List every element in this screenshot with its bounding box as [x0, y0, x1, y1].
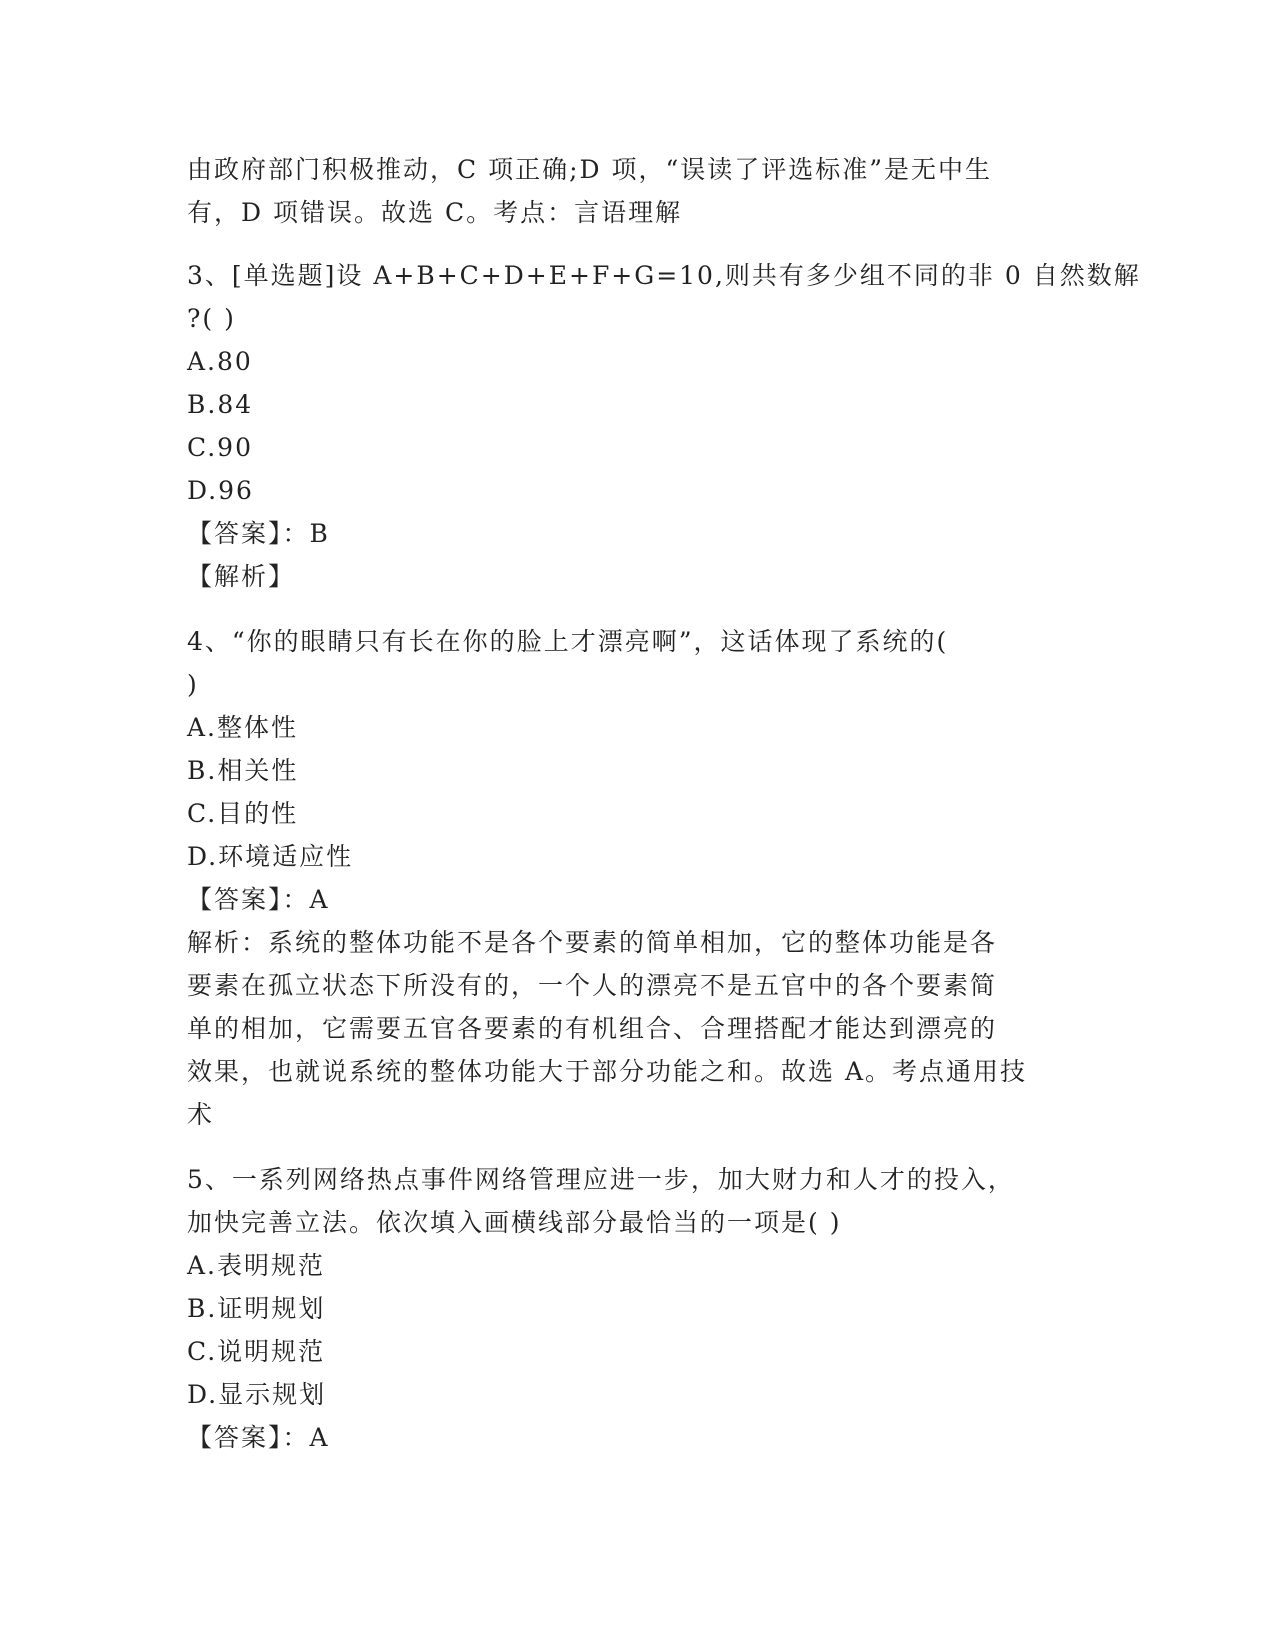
question-2-explanation-tail: [187, 148, 1087, 234]
answer-line: 【答案】：A: [187, 1423, 330, 1452]
question-stem-line: 加快完善立法。依次填入画横线部分最恰当的一项是( ): [187, 1208, 842, 1237]
analysis-line: 要素在孤立状态下所没有的，一个人的漂亮不是五官中的各个要素简: [187, 971, 998, 1000]
option-b: B.证明规划: [187, 1294, 326, 1323]
option-a: A.整体性: [187, 713, 299, 742]
answer-line: 【答案】：A: [187, 885, 330, 914]
analysis-line: 效果，也就说系统的整体功能大于部分功能之和。故选 A。考点通用技: [187, 1057, 1028, 1086]
question-stem-line: ): [187, 670, 199, 699]
question-stem-line: 4、“你的眼睛只有长在你的脸上才漂亮啊”，这话体现了系统的(: [187, 627, 949, 656]
question-5: [187, 1158, 1087, 1459]
text-line: 有，D 项错误。故选 C。考点：言语理解: [187, 198, 683, 227]
question-stem-line: 3、[单选题]设 A+B+C+D+E+F+G=10,则共有多少组不同的非 0 自然数解: [187, 261, 1141, 290]
question-stem-line: 5、一系列网络热点事件网络管理应进一步，加大财力和人才的投入，: [187, 1165, 1015, 1194]
analysis-line: 单的相加，它需要五官各要素的有机组合、合理搭配才能达到漂亮的: [187, 1014, 998, 1043]
option-d: D.显示规划: [187, 1380, 327, 1409]
analysis-line: 解析：系统的整体功能不是各个要素的简单相加，它的整体功能是各: [187, 928, 998, 957]
option-d: D.96: [187, 476, 254, 505]
option-c: C.90: [187, 433, 253, 462]
analysis-line: 术: [187, 1100, 215, 1129]
question-4: [187, 620, 1087, 1136]
option-a: A.表明规范: [187, 1251, 326, 1280]
option-c: C.说明规范: [187, 1337, 326, 1366]
analysis-label: 【解析】: [187, 562, 296, 591]
option-d: D.环境适应性: [187, 842, 354, 871]
option-c: C.目的性: [187, 799, 299, 828]
question-stem-line: ?( ): [187, 304, 236, 333]
document-page: [187, 148, 1141, 1459]
option-a: A.80: [187, 347, 253, 376]
text-line: 由政府部门积极推动，C 项正确;D 项，“误读了评选标准”是无中生: [187, 155, 993, 184]
answer-line: 【答案】：B: [187, 519, 330, 548]
question-3: [187, 254, 1141, 598]
option-b: B.84: [187, 390, 254, 419]
option-b: B.相关性: [187, 756, 299, 785]
